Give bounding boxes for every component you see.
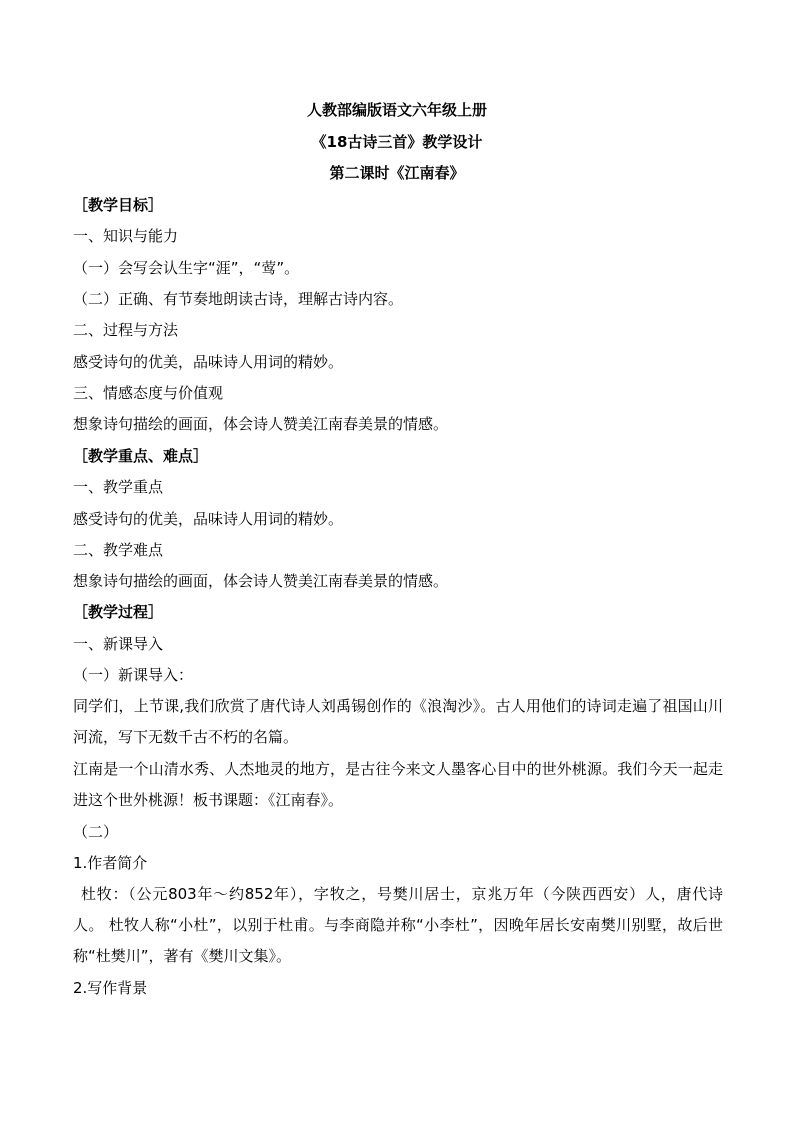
key-points-heading: ［教学重点、难点］ (73, 447, 209, 465)
objective-section-3-title: 三、情感态度与价值观 (73, 384, 224, 402)
process-section-1-title: 一、新课导入 (73, 635, 164, 653)
process-heading: ［教学过程］ (73, 603, 164, 621)
writing-background-title: 2.写作背景 (73, 979, 148, 997)
document-title: 人教部编版语文六年级上册 (306, 101, 487, 119)
key-point-2-text: 想象诗句描绘的画面，体会诗人赞美江南春美景的情感。 (73, 572, 449, 590)
author-intro-title: 1.作者简介 (73, 854, 148, 872)
objective-section-3-text: 想象诗句描绘的画面，体会诗人赞美江南春美景的情感。 (73, 415, 449, 433)
objective-section-2-title: 二、过程与方法 (73, 321, 179, 339)
objectives-heading: ［教学目标］ (73, 196, 164, 214)
process-subsection-1: （一）新课导入： (73, 666, 194, 684)
objective-item-2: （二）正确、有节奏地朗读古诗，理解古诗内容。 (73, 290, 404, 308)
intro-paragraph-2: 江南是一个山清水秀、人杰地灵的地方，是古往今来文人墨客心目中的世外桃源。我们今天一起走进这个世外桃源！板书课题：《江南春》。 (73, 760, 723, 809)
objective-section-2-text: 感受诗句的优美，品味诗人用词的精妙。 (73, 353, 344, 371)
document-subtitle: 《18古诗三首》教学设计 (311, 133, 483, 151)
objective-item-1: （一）会写会认生字“涯”，“莺”。 (73, 259, 300, 277)
key-point-1-title: 一、教学重点 (73, 478, 164, 496)
author-intro-paragraph: 杜牧：（公元803年～约852年），字牧之，号樊川居士，京兆万年（今陕西西安）人，唐代诗人。 杜牧人称“小杜”，以别于杜甫。与李商隐并称“小李杜”，因晚年居长安南樊川别墅，故后世称“杜樊川”，著有《樊川文集》。 (73, 885, 723, 965)
intro-paragraph-1: 同学们，上节课,我们欣赏了唐代诗人刘禹锡创作的《浪淘沙》。古人用他们的诗词走遍了祖国山川河流，写下无数千古不朽的名篇。 (73, 697, 723, 746)
key-point-1-text: 感受诗句的优美，品味诗人用词的精妙。 (73, 510, 344, 528)
process-subsection-2: （二） (73, 823, 119, 841)
key-point-2-title: 二、教学难点 (73, 541, 164, 559)
lesson-title: 第二课时《江南春》 (329, 164, 465, 182)
objective-section-1-title: 一、知识与能力 (73, 227, 179, 245)
